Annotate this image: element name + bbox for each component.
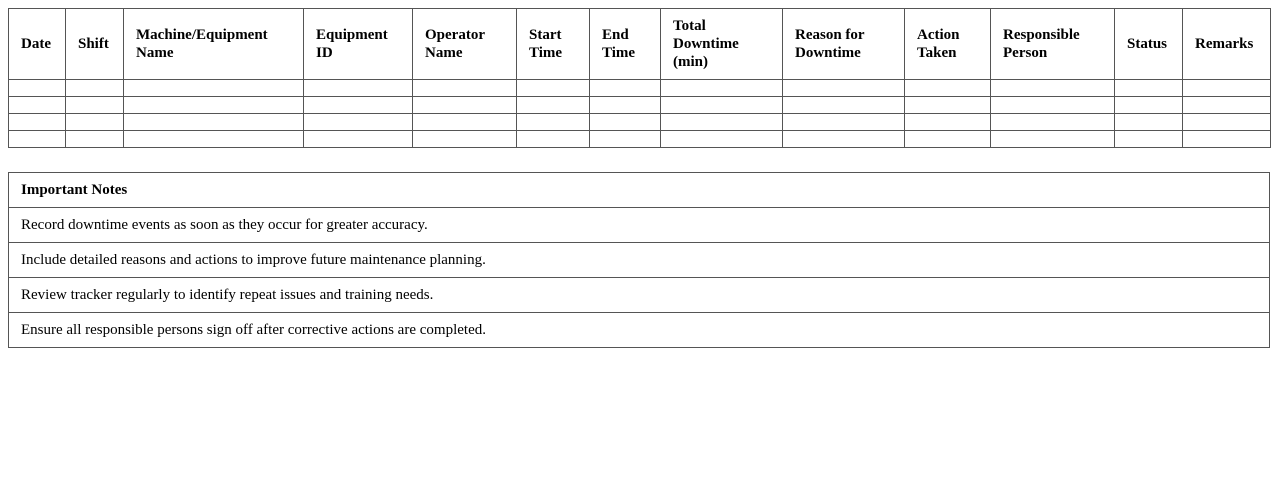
table-cell[interactable] xyxy=(517,114,590,131)
header-end-time: End Time xyxy=(590,9,661,80)
table-cell[interactable] xyxy=(304,131,413,148)
list-item xyxy=(9,278,1270,313)
header-total-downtime: Total Downtime (min) xyxy=(661,9,783,80)
table-row xyxy=(9,97,1271,114)
table-cell[interactable] xyxy=(783,114,905,131)
notes-header-row xyxy=(9,173,1270,208)
table-cell[interactable] xyxy=(9,97,66,114)
table-cell[interactable] xyxy=(661,97,783,114)
table-cell[interactable] xyxy=(991,97,1115,114)
table-cell[interactable] xyxy=(905,97,991,114)
table-row xyxy=(9,80,1271,97)
table-cell[interactable] xyxy=(413,114,517,131)
table-cell[interactable] xyxy=(590,97,661,114)
table-cell[interactable] xyxy=(517,80,590,97)
header-responsible-person: Responsible Person xyxy=(991,9,1115,80)
table-cell[interactable] xyxy=(1115,131,1183,148)
table-cell[interactable] xyxy=(661,114,783,131)
list-item xyxy=(9,243,1270,278)
header-remarks: Remarks xyxy=(1183,9,1271,80)
header-equipment-id: Equipment ID xyxy=(304,9,413,80)
note-text: Ensure all responsible persons sign off after corrective actions are completed. xyxy=(9,313,1270,348)
notes-title: Important Notes xyxy=(9,173,1270,208)
table-header-row xyxy=(9,9,1271,80)
header-machine-equipment-name: Machine/Equipment Name xyxy=(124,9,304,80)
header-shift: Shift xyxy=(66,9,124,80)
table-cell[interactable] xyxy=(304,80,413,97)
header-operator-name: Operator Name xyxy=(413,9,517,80)
table-cell[interactable] xyxy=(413,80,517,97)
table-cell[interactable] xyxy=(66,80,124,97)
table-cell[interactable] xyxy=(1183,97,1271,114)
table-cell[interactable] xyxy=(783,131,905,148)
table-cell[interactable] xyxy=(517,97,590,114)
table-cell[interactable] xyxy=(590,131,661,148)
downtime-tracker-table xyxy=(8,8,1271,148)
table-cell[interactable] xyxy=(783,80,905,97)
note-text: Record downtime events as soon as they occur for greater accuracy. xyxy=(9,208,1270,243)
note-text: Review tracker regularly to identify repeat issues and training needs. xyxy=(9,278,1270,313)
table-cell[interactable] xyxy=(991,80,1115,97)
header-date: Date xyxy=(9,9,66,80)
table-row xyxy=(9,114,1271,131)
table-cell[interactable] xyxy=(413,131,517,148)
list-item xyxy=(9,208,1270,243)
list-item xyxy=(9,313,1270,348)
header-start-time: Start Time xyxy=(517,9,590,80)
table-cell[interactable] xyxy=(661,131,783,148)
table-cell[interactable] xyxy=(1183,114,1271,131)
table-cell[interactable] xyxy=(124,97,304,114)
header-reason-for-downtime: Reason for Downtime xyxy=(783,9,905,80)
table-cell[interactable] xyxy=(9,131,66,148)
table-cell[interactable] xyxy=(66,114,124,131)
note-text: Include detailed reasons and actions to improve future maintenance planning. xyxy=(9,243,1270,278)
table-cell[interactable] xyxy=(9,114,66,131)
table-cell[interactable] xyxy=(991,131,1115,148)
header-status: Status xyxy=(1115,9,1183,80)
table-cell[interactable] xyxy=(304,97,413,114)
table-cell[interactable] xyxy=(905,114,991,131)
table-cell[interactable] xyxy=(1115,114,1183,131)
table-cell[interactable] xyxy=(9,80,66,97)
table-cell[interactable] xyxy=(991,114,1115,131)
table-cell[interactable] xyxy=(124,80,304,97)
important-notes-table xyxy=(8,172,1270,348)
table-cell[interactable] xyxy=(1183,80,1271,97)
table-cell[interactable] xyxy=(66,97,124,114)
table-cell[interactable] xyxy=(1115,80,1183,97)
table-cell[interactable] xyxy=(124,131,304,148)
table-cell[interactable] xyxy=(590,114,661,131)
table-cell[interactable] xyxy=(905,131,991,148)
table-cell[interactable] xyxy=(1183,131,1271,148)
table-cell[interactable] xyxy=(1115,97,1183,114)
table-cell[interactable] xyxy=(66,131,124,148)
table-cell[interactable] xyxy=(304,114,413,131)
table-cell[interactable] xyxy=(661,80,783,97)
header-action-taken: Action Taken xyxy=(905,9,991,80)
table-cell[interactable] xyxy=(783,97,905,114)
table-cell[interactable] xyxy=(905,80,991,97)
table-cell[interactable] xyxy=(590,80,661,97)
table-cell[interactable] xyxy=(413,97,517,114)
table-cell[interactable] xyxy=(517,131,590,148)
table-row xyxy=(9,131,1271,148)
table-cell[interactable] xyxy=(124,114,304,131)
